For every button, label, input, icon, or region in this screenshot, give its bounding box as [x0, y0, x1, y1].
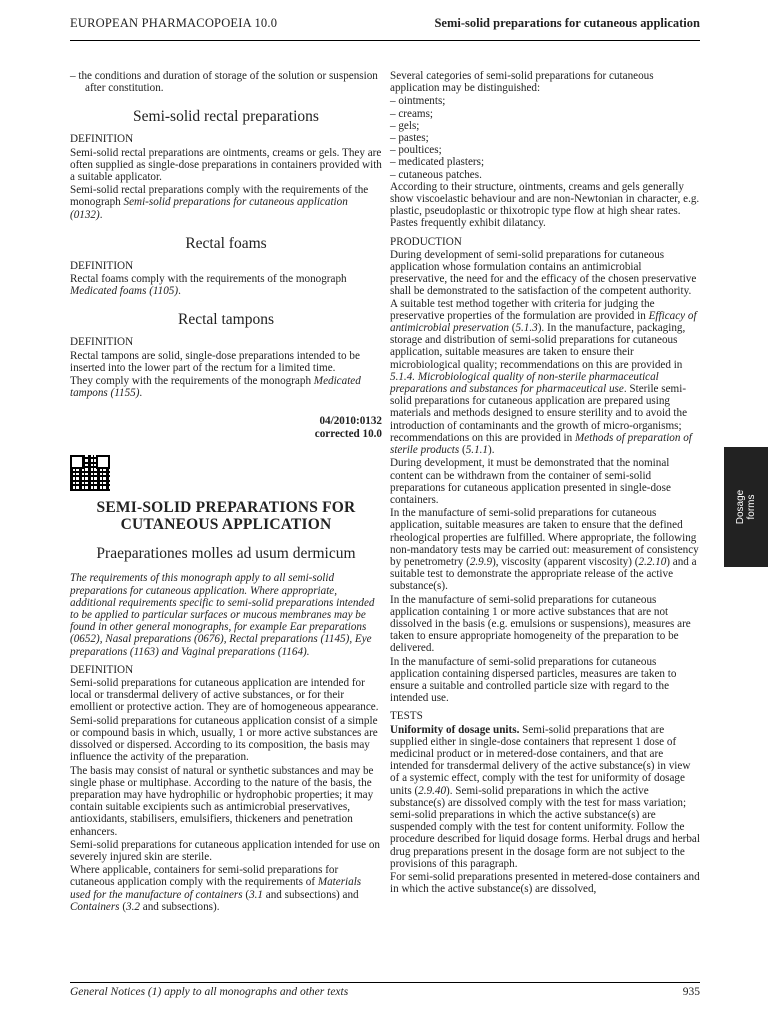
- monograph-reference: [70, 415, 382, 441]
- paragraph: Uniformity of dosage units. Semi-solid preparations that are supplied either in single-dose containers that represent 1 dose of medicinal product or in metered-dose containers, and that are intended for transdermal delivery of the active substance(s) in view of a systemic effect, comply with the test for uniformity of dosage units (2.9.40). Semi-solid preparations in which the active substance(s) are dissolved comply with the test for mass variation; semi-solid preparations in which the active substance(s) are suspended comply with the test for content uniformity. Follow the procedure described for liquid dosage forms. Herbal drugs and herbal drug preparations present in the dosage form are not subject to the provisions of this paragraph.: [390, 723, 700, 870]
- section-tab-label: Dosage forms: [735, 489, 757, 525]
- section-tab[interactable]: [724, 447, 768, 567]
- qr-code-icon: [70, 455, 110, 491]
- heading-rectal-foams: Rectal foams: [185, 234, 267, 252]
- header-section-title: Semi-solid preparations for cutaneous application: [434, 16, 700, 30]
- running-header: [70, 14, 700, 36]
- definition-label: DEFINITION: [70, 259, 134, 272]
- paragraph: In the manufacture of semi-solid preparations for cutaneous application containing dispersed particles, measures are taken to ensure a suitable and controlled particle size with regard to the intended use.: [390, 655, 677, 705]
- monograph-link[interactable]: Medicated tampons (1155): [70, 375, 361, 400]
- monograph-number: 04/2010:0132: [319, 415, 382, 428]
- list-item: – gels;: [390, 119, 420, 132]
- test-name: Uniformity of dosage units.: [390, 723, 520, 736]
- paragraph: During development of semi-solid preparations for cutaneous application whose formulation contains an antimicrobial preservative, the need for and the efficacy of the chosen preservative shall be demonstrated to the satisfaction of the competent authority. A suitable test method together with criteria for judging the preservative properties of the formulation are provided in Efficacy of antimicrobial preservation (5.1.3). In the manufacture, packaging, storage and distribution of semi-solid preparations for cutaneous application, suitable measures are taken to ensure their microbiological quality; recommendations on this are provided in 5.1.4. Microbiological quality of non-sterile pharmaceutical preparations and substances for pharmaceutical use. Sterile semi-solid preparations for cutaneous application are prepared using materials and methods designed to ensure sterility and to avoid the introduction of contaminants and the growth of micro-organisms; recommendations on this are provided in Methods of preparation of sterile products (5.1.1).: [390, 248, 697, 457]
- paragraph: Semi-solid rectal preparations are ointments, creams or gels. They are often supplied as single-dose preparations in containers provided with a suitable applicator.: [70, 146, 382, 184]
- category-list: [390, 95, 700, 180]
- right-column: [390, 70, 700, 896]
- paragraph: Semi-solid rectal preparations comply with the requirements of the monograph Semi-solid preparations for cutaneous application (0132).: [70, 184, 369, 221]
- paragraph: Rectal tampons are solid, single-dose preparations intended to be inserted into the lower part of the rectum for a limited time.: [70, 349, 360, 374]
- left-column: [70, 70, 382, 914]
- monograph-link[interactable]: Semi-solid preparations for cutaneous application (0132): [70, 196, 348, 221]
- definition-label: DEFINITION: [70, 133, 134, 146]
- paragraph: Semi-solid preparations for cutaneous application are intended for local or transdermal delivery of active substances, or for their emollient or protective action. They are of homogeneous appearance.: [70, 677, 379, 714]
- paragraph: Several categories of semi-solid preparations for cutaneous application may be distinguished:: [390, 70, 654, 95]
- monograph-title: SEMI-SOLID PREPARATIONS FOR CUTANEOUS APPLICATION: [96, 499, 356, 534]
- correction-note: corrected 10.0: [314, 428, 382, 441]
- storage-conditions-item: – the conditions and duration of storage of the solution or suspension after constitution.: [70, 70, 378, 95]
- paragraph: In the manufacture of semi-solid preparations for cutaneous application, suitable measures are taken to ensure that the defined rheological properties are fulfilled. Where appropriate, the following non-mandatory tests may be carried out: measurement of consistency by penetrometry (2.9.9), viscosity (apparent viscosity) (2.2.10) and a suitable test to demonstrate the appropriate release of the active substance(s).: [390, 507, 699, 593]
- list-item: – medicated plasters;: [390, 156, 485, 169]
- footer-rule: [70, 982, 700, 983]
- paragraph: Semi-solid preparations for cutaneous application consist of a simple or compound basis in which, usually, 1 or more active substances are dissolved or dispersed. According to its composition, the basis may influence the activity of the preparation.: [70, 714, 378, 764]
- list-item: – poultices;: [390, 144, 442, 157]
- reference-link[interactable]: Efficacy of antimicrobial preservation: [390, 309, 697, 335]
- footer-note: General Notices (1) apply to all monographs and other texts: [70, 986, 349, 998]
- reference-link[interactable]: 5.1.4. Microbiological quality of non-sterile pharmaceutical preparations and substances for pharmaceutical use: [390, 370, 659, 396]
- reference-link[interactable]: Methods of preparation of sterile products: [390, 431, 692, 457]
- list-item: – creams;: [390, 107, 433, 120]
- definition-label: DEFINITION: [70, 336, 134, 349]
- production-label: PRODUCTION: [390, 235, 462, 248]
- heading-rectal-tampons: Rectal tampons: [178, 311, 274, 329]
- paragraph: Semi-solid preparations for cutaneous application intended for use on severely injured skin are sterile.: [70, 838, 380, 863]
- paragraph: For semi-solid preparations presented in metered-dose containers and in which the active substance(s) are dissolved,: [390, 871, 700, 896]
- latin-title: Praeparationes molles ad usum dermicum: [96, 545, 356, 563]
- header-rule: [70, 40, 700, 41]
- page-number: 935: [682, 986, 700, 998]
- list-item: – cutaneous patches.: [390, 168, 482, 181]
- reference-link[interactable]: Containers: [70, 900, 120, 913]
- paragraph: Rectal foams comply with the requirements of the monograph Medicated foams (1105).: [70, 273, 347, 298]
- reference-link[interactable]: Materials used for the manufacture of containers: [70, 876, 362, 901]
- tests-label: TESTS: [390, 710, 423, 723]
- paragraph: They comply with the requirements of the monograph Medicated tampons (1155).: [70, 375, 361, 400]
- paragraph: According to their structure, ointments, creams and gels generally show viscoelastic behaviour and are non-Newtonian in character, e.g. plastic, pseudoplastic or thixotropic type flow at high shear rates. Pastes frequently exhibit dilatancy.: [390, 180, 700, 230]
- header-pharmacopoeia: EUROPEAN PHARMACOPOEIA 10.0: [70, 16, 278, 30]
- paragraph: During development, it must be demonstrated that the nominal content can be withdrawn from the container of semi-solid preparations for cutaneous application presented in single-dose containers.: [390, 457, 671, 506]
- list-item: – ointments;: [390, 95, 446, 108]
- paragraph: The basis may consist of natural or synthetic substances and may be single phase or multiphase. According to the nature of the basis, the preparation may have hydrophilic or hydrophobic properties; it may contain suitable excipients such as antimicrobial preservatives, antioxidants, stabilisers, emulsifiers, thickeners and penetration enhancers.: [70, 764, 374, 838]
- monograph-link[interactable]: Medicated foams (1105): [70, 285, 179, 298]
- heading-semi-solid-rectal: Semi-solid rectal preparations: [133, 108, 319, 126]
- list-item: – pastes;: [390, 132, 429, 145]
- paragraph: In the manufacture of semi-solid preparations for cutaneous application containing 1 or more active substances that are not dissolved in the basis (e.g. emulsions or suspensions), measures are taken to ensure appropriate homogeneity of the preparation to be delivered.: [390, 593, 691, 655]
- paragraph: Where applicable, containers for semi-solid preparations for cutaneous application comply with the requirements of Materials used for the manufacture of containers (3.1 and subsections) and Containers (3.2 and subsections).: [70, 864, 362, 913]
- definition-label: DEFINITION: [70, 663, 134, 676]
- scope-note: The requirements of this monograph apply to all semi-solid preparations for cutaneous application. Where appropriate, additional requirements specific to semi-solid preparations intended to be applied to particular surfaces or mucous membranes may be found in other general monographs, for example Ear preparations (0652), Nasal preparations (0676), Rectal preparations (1145), Eye preparations (1163) and Vaginal preparations (1164).: [70, 572, 375, 658]
